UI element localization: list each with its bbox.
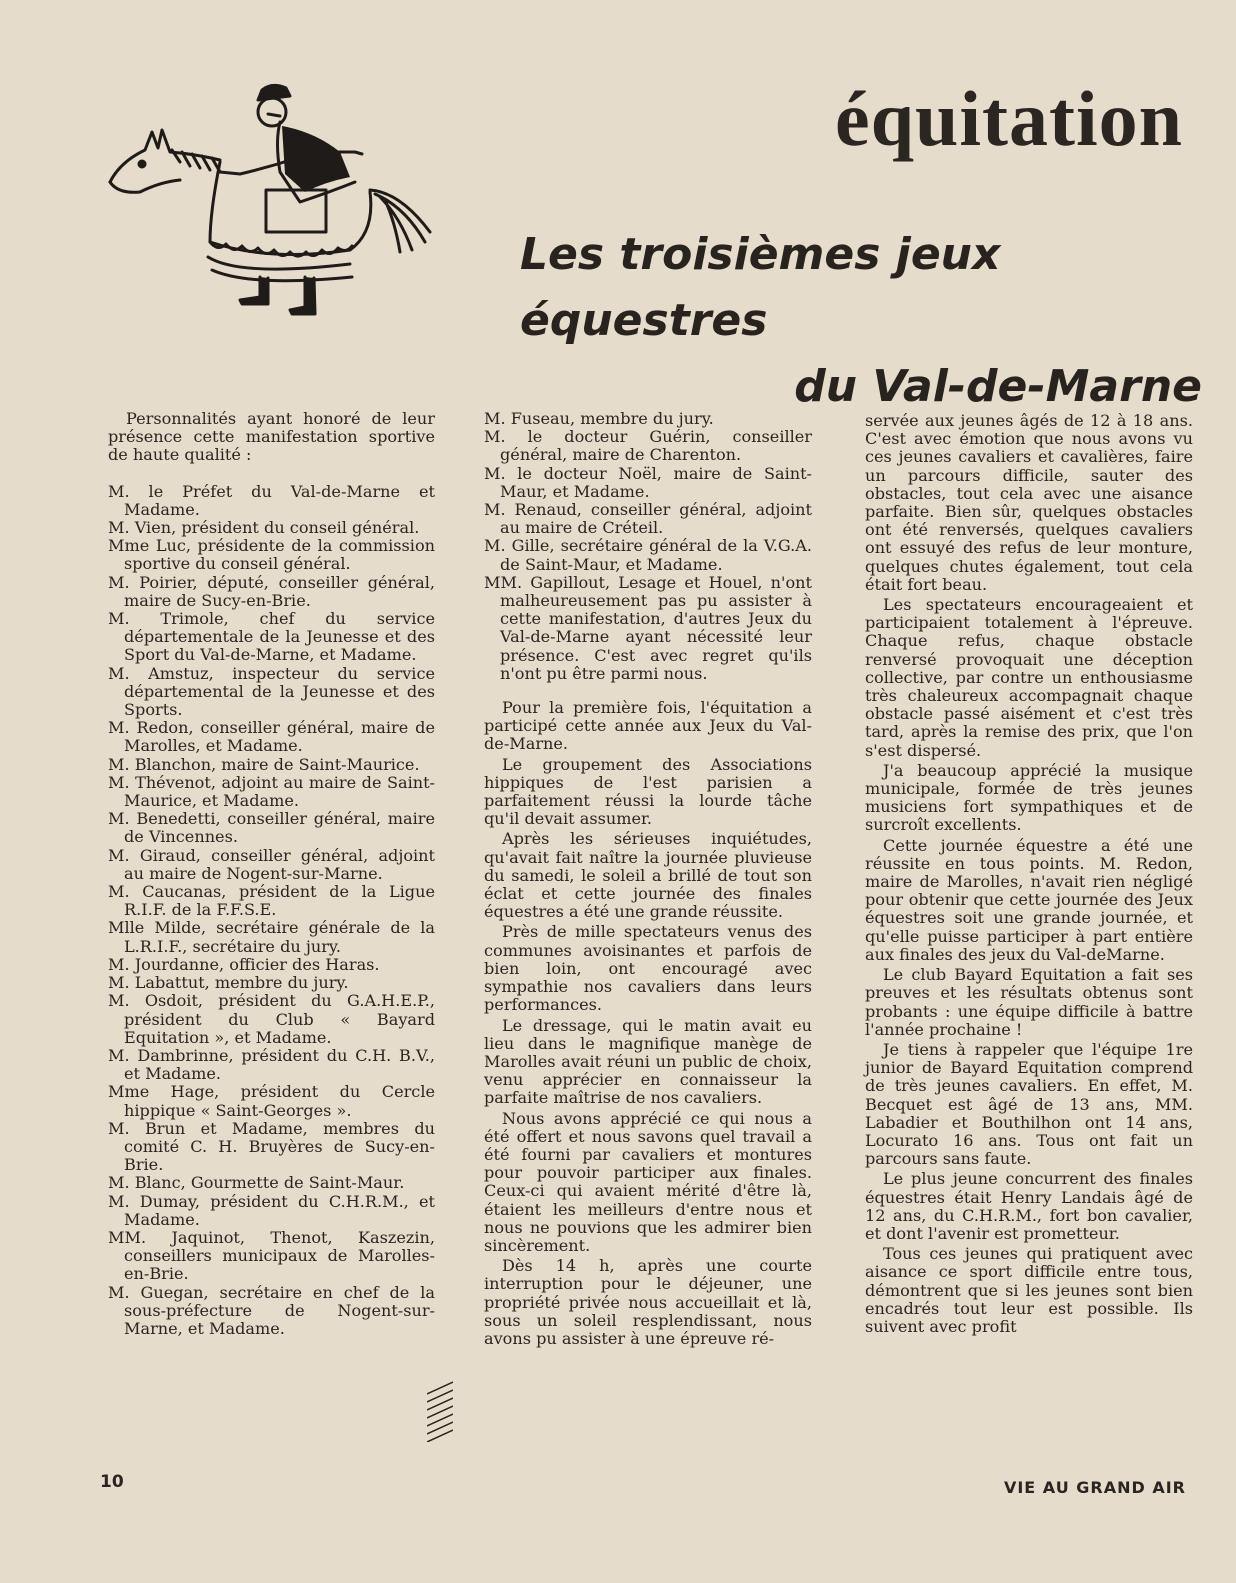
attendee-entry: M. Trimole, chef du service départementale de la Jeunesse et des Sport du Val-de-Marne, et Madame.	[108, 609, 435, 665]
article-paragraph: Le groupement des Associations hippiques de l'est parisien a parfaitement réussi la lourde tâche qu'il devait assumer.	[484, 754, 812, 829]
column-intro: Personnalités ayant honoré de leur présence cette manifestation sportive de haute qualité :	[108, 409, 435, 465]
attendee-entry: M. Labattut, membre du jury.	[108, 973, 349, 993]
horse-rider-illustration	[100, 82, 445, 322]
headline-line-2: du Val-de-Marne	[794, 361, 1202, 412]
attendee-entry: M. Vien, président du conseil général.	[108, 518, 420, 538]
attendee-entry: M. Dambrinne, président du C.H. B.V., et Madame.	[108, 1045, 435, 1084]
attendee-entry: M. Renaud, conseiller général, adjoint au maire de Créteil.	[484, 500, 812, 538]
article-paragraph: Pour la première fois, l'équitation a participé cette année aux Jeux du Val-de-Marne.	[484, 698, 812, 754]
article-paragraph: Je tiens à rappeler que l'équipe 1re junior de Bayard Equitation comprend de très jeunes cavaliers. En effet, M. Becquet est âgé de 13 ans, MM. Labadier et Bouthilhon ont 14 ans, Locurato 16 ans. Tous ont fait un parcours sans faute.	[865, 1039, 1193, 1169]
article-paragraph: Le club Bayard Equitation a fait ses preuves et les résultats obtenus sont probants : une équipe difficile à battre l'année prochaine !	[865, 965, 1193, 1039]
article-paragraph: Près de mille spectateurs venus des communes avoisinantes et parfois de bien loin, ont encouragé avec sympathie nos cavaliers dans leurs performances.	[484, 922, 812, 1015]
attendee-entry: Mme Luc, présidente de la commission sportive du conseil général.	[108, 536, 435, 574]
attendee-entry: M. Redon, conseiller général, maire de Marolles, et Madame.	[108, 718, 435, 756]
attendee-entry: MM. Gapillout, Lesage et Houel, n'ont malheureusement pas pu assister à cette manifestation, d'autres Jeux du Val-de-Marne ayant nécessité leur présence. C'est avec regret qu'ils n'ont pu être parmi nous.	[484, 572, 812, 683]
article-paragraph: Après les sérieuses inquiétudes, qu'avait fait naître la journée pluvieuse du samedi, le soleil a brillé de tout son éclat et cette journée des finales équestres a été une grande réussite.	[484, 829, 812, 922]
article-paragraph: servée aux jeunes âgés de 12 à 18 ans. C'est avec émotion que nous avons vu ces jeunes cavaliers et cavalières, faire un parcours difficile, sauter des obstacles, tout cela avec une aisance parfaite. Bien sûr, quelques obstacles ont été renversés, quelques cavaliers ont essuyé des refus de leur monture, quelques chutes également, tout cela était fort beau.	[865, 411, 1193, 594]
attendee-entry: Mlle Milde, secrétaire générale de la L.R.I.F., secrétaire du jury.	[108, 918, 435, 956]
section-title: équitation	[835, 75, 1184, 162]
article-paragraph: Cette journée équestre a été une réussite en tous points. M. Redon, maire de Marolles, n'avait rien négligé pour obtenir que cette journée des Jeux équestres soit une grande journée, et qu'elle puisse participer à part entière aux finales des jeux du Val-deMarne.	[865, 835, 1193, 964]
article-column-1	[108, 410, 435, 1338]
attendee-entry: M. Gille, secrétaire général de la V.G.A. de Saint-Maur, et Madame.	[484, 536, 812, 574]
attendee-entry: M. Blanchon, maire de Saint-Maurice.	[108, 754, 420, 774]
article-paragraph: Le dressage, qui le matin avait eu lieu dans le magnifique manège de Marolles avait réuni un public de choix, venu apprécier en connaisseur la parfaite maîtrise de nos cavaliers.	[484, 1015, 812, 1108]
article-paragraph: Tous ces jeunes qui pratiquent avec aisance ce sport difficile entre tous, démontrent que si les jeunes sont bien encadrés tout leur est possible. Ils suivent avec profit	[865, 1244, 1193, 1336]
attendee-entry: Mme Hage, président du Cercle hippique « Saint-Georges ».	[108, 1082, 435, 1120]
article-paragraph: Les spectateurs encourageaient et participaient totalement à l'épreuve. Chaque refus, chaque obstacle renversé provoquait une déception collective, par contre un enthousiasme très chaleureux accompagnait chaque obstacle passé aisément et c'est très tard, après la remise des prix, que l'on s'est dispersé.	[865, 595, 1193, 760]
attendee-entry: MM. Jaquinot, Thenot, Kaszezin, conseillers municipaux de Marolles-en-Brie.	[108, 1227, 435, 1284]
attendee-entry: M. Dumay, président du C.H.R.M., et Madame.	[108, 1191, 435, 1229]
attendee-entry: M. Caucanas, président de la Ligue R.I.F. de la F.F.S.E.	[108, 882, 435, 920]
article-column-3	[865, 410, 1193, 1336]
article-paragraph: J'a beaucoup apprécié la musique municipale, formée de très jeunes musiciens fort sympathiques et de surcroît excellents.	[865, 760, 1193, 835]
headline-line-1: Les troisièmes jeux équestres	[520, 229, 1001, 346]
attendee-entry: M. le docteur Guérin, conseiller général, maire de Charenton.	[484, 427, 812, 465]
article-headline	[520, 222, 1210, 420]
attendee-entry: M. le Préfet du Val-de-Marne et Madame.	[108, 481, 435, 519]
attendee-entry: M. Guegan, secrétaire en chef de la sous-préfecture de Nogent-sur-Marne, et Madame.	[108, 1282, 435, 1338]
article-paragraph: Nous avons apprécié ce qui nous a été offert et nous savons quel travail a été fourni par cavaliers et montures pour pouvoir participer aux finales. Ceux-ci qui avaient mérité d'être là, étaient les meilleurs d'entre nous et nous ne pouvions que les admirer bien sincèrement.	[484, 1108, 812, 1255]
attendee-entry: M. le docteur Noël, maire de Saint-Maur, et Madame.	[484, 463, 812, 501]
continuation-mark	[427, 1380, 453, 1442]
attendee-entry: M. Giraud, conseiller général, adjoint au maire de Nogent-sur-Marne.	[108, 845, 435, 883]
magazine-name: VIE AU GRAND AIR	[1003, 1478, 1186, 1497]
attendee-entry: M. Thévenot, adjoint au maire de Saint-Maurice, et Madame.	[108, 772, 435, 811]
attendee-entry: M. Jourdanne, officier des Haras.	[108, 954, 380, 974]
attendee-entry: M. Osdoit, président du G.A.H.E.P., président du Club « Bayard Equitation », et Madame.	[108, 991, 435, 1047]
attendee-entry: M. Benedetti, conseiller général, maire de Vincennes.	[108, 809, 435, 847]
article-paragraph: Le plus jeune concurrent des finales équestres était Henry Landais âgé de 12 ans, du C.H.R.M., fort bon cavalier, et dont l'avenir est prometteur.	[865, 1169, 1193, 1243]
attendee-entry: M. Fuseau, membre du jury.	[484, 409, 714, 428]
attendee-entry: M. Blanc, Gourmette de Saint-Maur.	[108, 1173, 405, 1193]
article-paragraph: Dès 14 h, après une courte interruption pour le déjeuner, une propriété privée nous accueillait et là, sous un soleil resplendissant, nous avons pu assister à une épreuve ré-	[484, 1256, 812, 1348]
attendee-entry: M. Brun et Madame, membres du comité C. H. Bruyères de Sucy-en-Brie.	[108, 1118, 435, 1175]
article-column-2	[484, 410, 812, 1348]
attendee-entry: M. Amstuz, inspecteur du service départemental de la Jeunesse et des Sports.	[108, 663, 435, 720]
page-number: 10	[100, 1472, 124, 1492]
attendee-entry: M. Poirier, député, conseiller général, maire de Sucy-en-Brie.	[108, 572, 435, 610]
